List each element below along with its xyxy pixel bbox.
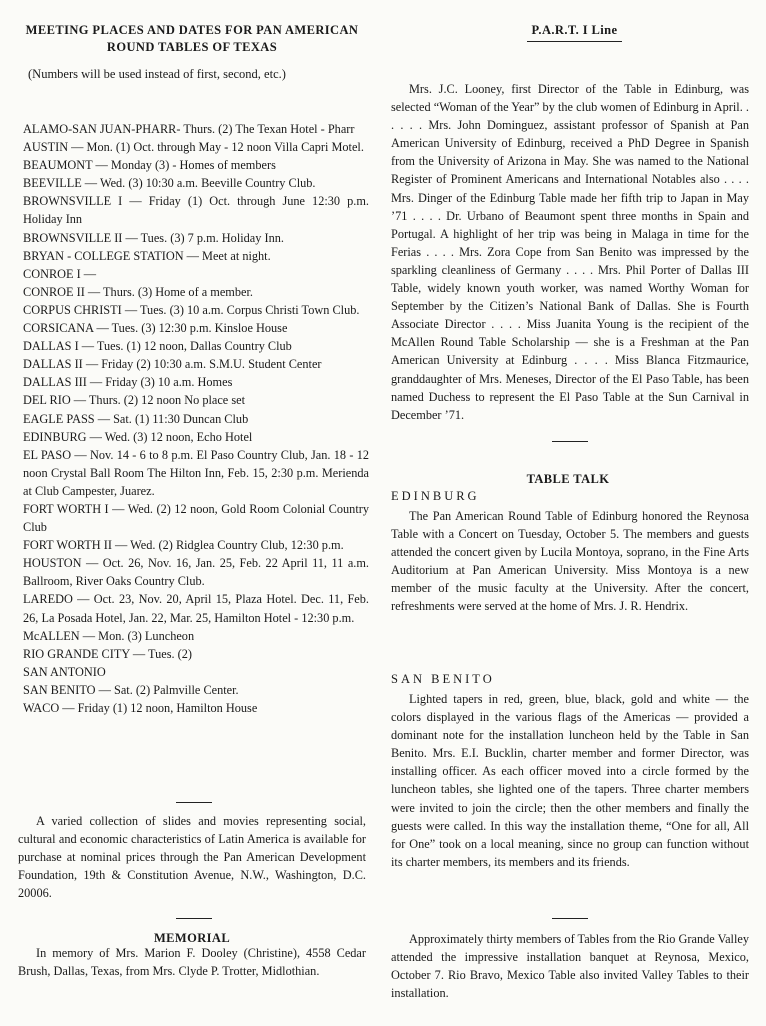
meeting-listing: EDINBURG — Wed. (3) 12 noon, Echo Hotel xyxy=(23,429,253,444)
meeting-listing: BEEVILLE — Wed. (3) 10:30 a.m. Beeville Country Club. xyxy=(23,176,316,191)
meeting-listing: BEAUMONT — Monday (3) - Homes of members xyxy=(23,158,276,173)
memorial-paragraph: In memory of Mrs. Marion F. Dooley (Christine), 4558 Cedar Brush, Dallas, Texas, from Mrs. Clyde P. Trotter, Midlothian. xyxy=(18,946,366,979)
slides-section xyxy=(18,812,366,902)
meeting-listing: AUSTIN — Mon. (1) Oct. through May - 12 noon Villa Capri Motel. xyxy=(23,140,364,155)
section-divider xyxy=(176,918,212,919)
meeting-listing: HOUSTON — Oct. 26, Nov. 16, Jan. 25, Feb. 22 April 11, 11 a.m. Ballroom, River Oaks Country Club. xyxy=(23,556,369,589)
heading-line-1: MEETING PLACES AND DATES FOR PAN AMERICAN xyxy=(25,23,359,37)
meeting-listing: EAGLE PASS — Sat. (1) 11:30 Duncan Club xyxy=(23,411,249,426)
meeting-listing: RIO GRANDE CITY — Tues. (2) xyxy=(23,646,192,661)
meeting-listing: DALLAS I — Tues. (1) 12 noon, Dallas Country Club xyxy=(23,339,292,354)
meeting-listing: FORT WORTH II — Wed. (2) Ridglea Country Club, 12:30 p.m. xyxy=(23,538,344,553)
san-benito-paragraph: Lighted tapers in red, green, blue, black, gold and white — the colors displayed in the various flags of the Americas — provided a dominant note for the installation luncheon held by the Table in San Benito. Mrs. E.I. Bucklin, charter member and former Director, was installing officer. As each officer moved into a circle formed by the luncheon tables, she lighted one of the tapers. Three charter members were invited to join the circle; then the other members and finally the guests were called. In this way the installation theme, “One for all, All for One” took on a local meaning, since no group can function without its charter members, its members and its friends. xyxy=(391,692,749,869)
numbering-note: (Numbers will be used instead of first, second, etc.) xyxy=(28,67,286,81)
slides-paragraph: A varied collection of slides and movies representing social, cultural and economic characteristics of Latin America is available for purchase at nominal prices through the Pan American Development Foundation, 19th & Constitution Avenue, N.W., Washington, D.C. 20006. xyxy=(18,814,366,901)
edinburg-heading: EDINBURG xyxy=(391,489,480,503)
meeting-listing: CORSICANA — Tues. (3) 12:30 p.m. Kinsloe House xyxy=(23,321,288,336)
meeting-listing: LAREDO — Oct. 23, Nov. 20, April 15, Plaza Hotel. Dec. 11, Feb. 26, La Posada Hotel, Jan. 22, Mar. 25, Hamilton Hotel - 12:30 p.m. xyxy=(23,592,369,625)
meeting-listing: BRYAN - COLLEGE STATION — Meet at night. xyxy=(23,248,271,263)
edinburg-section xyxy=(391,507,749,616)
meeting-listing: CONROE I — xyxy=(23,266,97,281)
meeting-listing: DALLAS III — Friday (3) 10 a.m. Homes xyxy=(23,375,233,390)
part-line-heading: P.A.R.T. I Line xyxy=(527,22,622,42)
meeting-listings xyxy=(23,120,369,717)
section-divider xyxy=(176,802,212,803)
meeting-listing: ALAMO-SAN JUAN-PHARR- Thurs. (2) The Texan Hotel - Pharr xyxy=(23,122,355,136)
meeting-listing: SAN BENITO — Sat. (2) Palmville Center. xyxy=(23,682,239,697)
meeting-listing: CONROE II — Thurs. (3) Home of a member. xyxy=(23,284,253,299)
memorial-section xyxy=(18,944,366,980)
meeting-listing: SAN ANTONIO xyxy=(23,664,106,679)
meeting-listing: FORT WORTH I — Wed. (2) 12 noon, Gold Room Colonial Country Club xyxy=(23,501,369,535)
valley-section xyxy=(391,930,749,1002)
news-notes-section xyxy=(391,80,749,424)
meeting-listing: DEL RIO — Thurs. (2) 12 noon No place set xyxy=(23,393,245,408)
news-notes-paragraph: Mrs. J.C. Looney, first Director of the Table in Edinburg, was selected “Woman of the Year” by the club women of Edinburg in April. . . . . . Mrs. John Dominguez, assistant professor of Spanish at Pan American University of Edinburg, received a PhD Degree in Spanish from the University of Arizona in May. She was named to the National Register of Prominent Americans and International Notables also . . . . Mrs. Dinger of the Edinburg Table made her fifth trip to Japan in May ’71 . . . . Dr. Urbano of Beaumont spent three months in Spain and Portugal. A highlight of her trip was being in Malaga in time for the Ferias . . . . Mrs. Zora Cope from San Benito was impressed by the sparkling cleanliness of Germany . . . . Mrs. Phil Porter of Dallas III Table, widely known youth worker, was named Worthy Woman for September by the Citizen’s National Bank of Dallas. She is Fourth Associate Director . . . . Miss Juanita Young is the recipient of the McAllen Round Table Scholarship — she is a Freshman at the Pan American University at Edinburg . . . . Miss Blanca Fitzmaurice, granddaughter of Mrs. Meneses, Director of the El Paso Table, has been named Duchess to represent the El Paso Table at the Sun Carnival in December ’71. xyxy=(391,82,749,422)
meeting-listing: EL PASO — Nov. 14 - 6 to 8 p.m. El Paso Country Club, Jan. 18 - 12 noon Crystal Ball Room The Hilton Inn, Feb. 15, 2:30 p.m. Merienda at Club Campester, Juarez. xyxy=(23,447,369,498)
edinburg-paragraph: The Pan American Round Table of Edinburg honored the Reynosa Table with a Concert on Tuesday, October 5. The members and guests attended the concert given by Lucila Montoya, soprano, in the Fine Arts Auditorium at Pan American University. Miss Montoya is a new member of the music faculty at the University. After the concert, refreshments were served at the home of Mrs. J. R. Hendrix. xyxy=(391,509,749,614)
meeting-listing: WACO — Friday (1) 12 noon, Hamilton House xyxy=(23,701,258,715)
meeting-listing: CORPUS CHRISTI — Tues. (3) 10 a.m. Corpus Christi Town Club. xyxy=(23,302,360,317)
section-divider xyxy=(552,441,588,442)
san-benito-section xyxy=(391,690,749,871)
heading-line-2: ROUND TABLES OF TEXAS xyxy=(106,40,278,54)
meeting-listing: DALLAS II — Friday (2) 10:30 a.m. S.M.U. Student Center xyxy=(23,357,322,372)
meeting-places-heading xyxy=(18,22,366,56)
meeting-listing: BROWNSVILLE II — Tues. (3) 7 p.m. Holiday Inn. xyxy=(23,230,284,245)
memorial-heading: MEMORIAL xyxy=(153,931,231,945)
valley-paragraph: Approximately thirty members of Tables from the Rio Grande Valley attended the impressive installation banquet at Reynosa, Mexico, October 7. Rio Bravo, Mexico Table also invited Valley Tables to their installation. xyxy=(391,932,749,1001)
meeting-listing: BROWNSVILLE I — Friday (1) Oct. through June 12:30 p.m. Holiday Inn xyxy=(23,194,369,227)
table-talk-heading: TABLE TALK xyxy=(526,472,610,486)
section-divider xyxy=(552,918,588,919)
meeting-listing: McALLEN — Mon. (3) Luncheon xyxy=(23,628,195,643)
san-benito-heading: SAN BENITO xyxy=(391,672,495,686)
